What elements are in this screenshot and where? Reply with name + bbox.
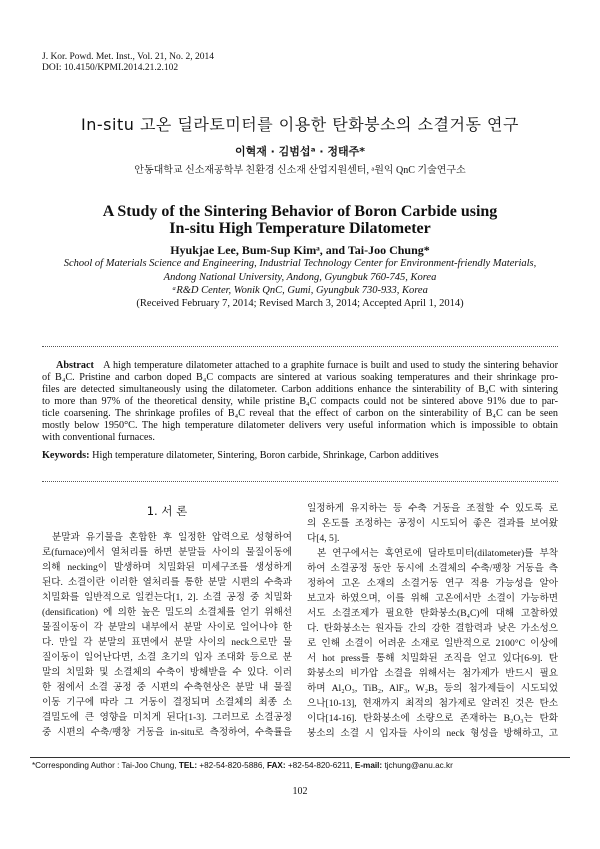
left-column [42,530,292,740]
abstract [42,360,558,462]
body-text-line: 의해 necking이 발생하며 치밀화된 미세구조를 생성하게 [42,562,292,573]
right-column [307,501,558,741]
body-text-line: 분말과 유기물을 혼합한 후 일정한 압력으로 성형하여 [52,532,292,543]
page-number: 102 [292,786,308,797]
body-text-line: 으나[10-13], 현재까지 최적의 첨가제로 알려진 것은 탄소 [307,698,558,709]
body-text-line: 다. 만일 각 분말의 표면에서 분말 사이의 neck으로만 물 [42,637,292,648]
received-dates: (Received February 7, 2014; Revised March 3, 2014; Accepted April 1, 2014) [136,298,464,309]
body-text-line: 다[4, 5]. [307,533,340,544]
english-title-line-2: In-situ High Temperature Dilatometer [169,220,431,237]
body-text-line: 서 hot press를 통해 치밀화된 조직을 얻고 있다[6-9]. 탄 [307,653,558,664]
footnote-rule [30,757,570,758]
abstract-line: ticle coarsening. The shrinkage profiles of B₄C reveal that the effect of carbon on the sinterability of B₄C can be seen [42,408,558,419]
email-link[interactable]: tjchung@anu.ac.kr [382,761,453,770]
body-text-line: 하며 Al₂O₃, TiB₂, AlF₃, W₂B₅ 등의 첨가제들이 시도되었 [307,683,558,694]
body-text-line: 치밀화를 일반적으로 일컫는다[1, 2]. 소결 공정 중 치밀화 [42,592,292,603]
corresponding-author-footnote: *Corresponding Author : Tai-Joo Chung, TEL: +82-54-820-5886, FAX: +82-54-820-6211, E-mail: tjchung@anu.ac.kr [32,761,453,770]
body-text-line: 이다[14-16]. 탄화붕소에 소량으로 존재하는 B₂O₃는 탄화 [307,713,558,724]
abstract-line: with conventional furnaces. [42,432,155,443]
affiliation-line: Andong National University, Andong, Gyungbuk 760-745, Korea [163,271,437,283]
korean-affiliation: 안동대학교 신소재공학부 친환경 신소재 산업지원센터, ᵃ원익 QnC 기술연구소 [134,165,466,176]
body-text-line: 이동 기구에 따라 그 거동이 결정되며 소결체의 최종 소 [42,697,292,708]
abstract-line: of B₄C. Pristine and carbon doped B₄C compacts are sintered at various soaking temperatures and their shrinkage pro- [42,372,558,383]
body-text-line: 하여 소결공정 동안 동시에 소결체의 수축/팽창 거동을 측 [307,563,558,574]
body-text-line: 붕소의 소결 시 입자들 사이의 neck 형성을 방해하고, 고 [307,728,558,739]
doi: DOI: 10.4150/KPMI.2014.21.2.102 [42,63,179,73]
body-text-line: 의 온도를 조정하는 공정이 시도되어 좋은 결과를 보여왔 [307,518,558,529]
abstract-label: Abstract [56,360,94,371]
body-text-line: (densification) 에 의한 높은 밀도의 소결체를 얻기 위해선 [42,607,292,618]
body-text-line: 말의 치밀화 및 소결체의 수축이 방해받을 수 있다. 이러 [42,667,292,678]
body-text-line: 본 연구에서는 흑연로에 딜라토미터(dilatometer)를 부착 [317,548,558,559]
keywords: Keywords: High temperature dilatometer, Sintering, Boron carbide, Shrinkage, Carbon additives [42,450,439,461]
body-text-line: 로(furnace)에서 열처리를 하면 분말들 사이의 물질이동에 [42,547,292,558]
affiliation-line: ᵃR&D Center, Wonik QnC, Gumi, Gyungbuk 730-933, Korea [172,285,428,296]
body-text-line: 된다. 소결이란 이러한 열처리를 통한 분말 시편의 수축과 [42,577,292,588]
journal-citation: J. Kor. Powd. Met. Inst., Vol. 21, No. 2, 2014 [42,52,214,62]
body-text-line: 일정하게 유지하는 등 수축 거동을 조절할 수 있도록 로 [307,503,558,514]
abstract-line: to more than 97% of the theoretical density, while pristine B₄C compacts could not be sintered above 91% due to par- [42,396,558,407]
body-text-line: 한 점에서 소결 공정 중 시편의 수축현상은 분말 내 물질 [42,682,292,693]
korean-title: In-situ 고온 딜라토미터를 이용한 탄화붕소의 소결거동 연구 [81,115,519,134]
divider [42,481,558,482]
body-text-line: 로 인해 소결이 어려운 소재로 일반적으로 2100°C 이상에 [307,638,558,649]
body-text-line: 중 시편의 수축/팽창 거동을 in-situ로 측정하여, 수축률을 [42,727,292,738]
body-text-line: 결밀도에 큰 영향을 미치게 된다[1-3]. 그러므로 소결공정 [42,712,292,723]
keywords-label: Keywords: [42,450,90,461]
divider [42,346,558,347]
section-heading: 1. 서 론 [146,504,188,518]
abstract-line: Abstract A high temperature dilatometer attached to a graphite furnace is built and used to study the sintering behavior [56,360,558,371]
english-title-line-1: A Study of the Sintering Behavior of Boron Carbide using [102,203,498,220]
affiliation-line: School of Materials Science and Engineering, Industrial Technology Center for Environment-friendly Materials, [63,258,537,269]
abstract-line: files are detected simultaneously using the dilatometer. Carbon additions enhance the sinterability of B₄C with sintering [42,384,558,395]
abstract-line: mostly below 1950°C. The high temperature dilatometer delivers very useful information which is impossible to obtain [42,420,558,431]
body-text-line: 질이동이 일어난다면, 소결 초기의 입자 조대화 등으로 분 [42,652,292,663]
body-text-line: 물질이동이 각 분말의 내부에서 분말 사이로 일어나야 한 [42,622,292,633]
body-text-line: 보고자 하였으며, 이를 위해 고온에서만 소결이 가능하면 [307,593,558,604]
body-text-line: 화붕소의 비가압 소결을 위해서는 첨가제가 반드시 필요 [307,668,558,679]
body-text-line: 다. 탄화붕소는 원자들 간의 강한 결합력과 낮은 가소성으 [307,623,558,634]
body-text-line: 서도 소결조제가 필요한 탄화붕소(B₄C)에 대해 고찰하였 [307,608,558,619]
body-text-line: 정하여 고온 소재의 소결거동 연구 적용 가능성을 알아 [307,578,558,589]
korean-authors: 이혁재 · 김범섭ᵃ · 정태주* [234,145,366,158]
english-authors: Hyukjae Lee, Bum-Sup Kimᵃ, and Tai-Joo Chung* [170,243,430,257]
